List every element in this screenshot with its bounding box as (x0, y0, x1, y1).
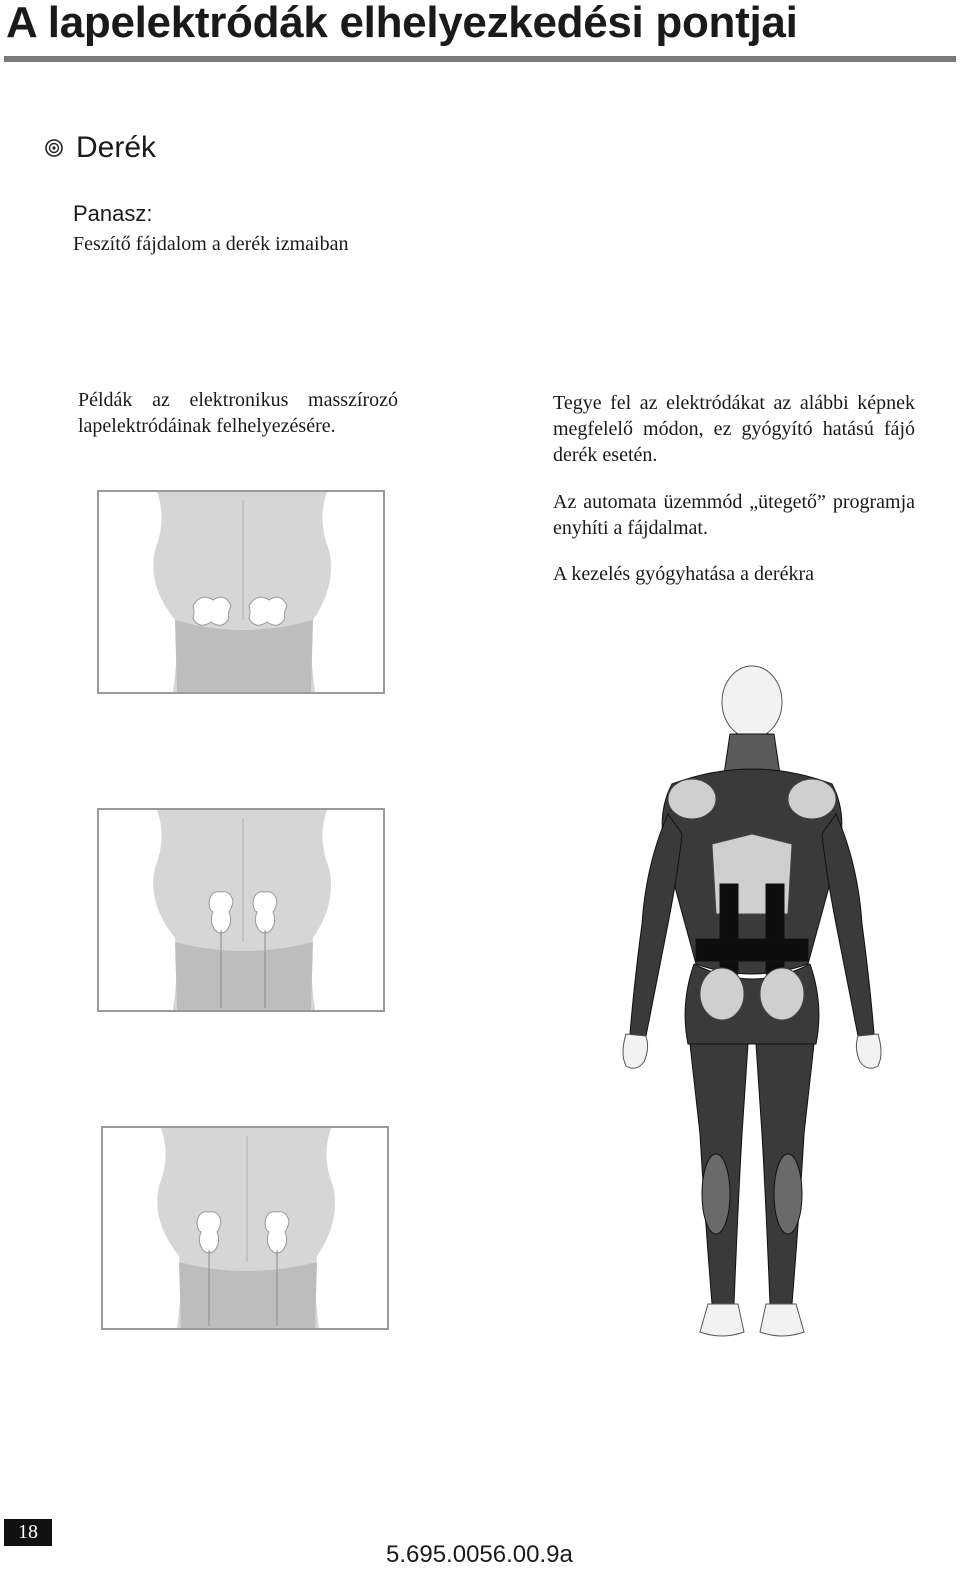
double-circle-icon (44, 138, 64, 158)
placement-examples-intro: Példák az elektronikus masszírozó lapelektródáinak felhelyezésére. (78, 389, 398, 437)
muscle-anatomy-figure (612, 664, 892, 1344)
electrode-placement-photo-3 (101, 1126, 389, 1330)
instruction-paragraph: Tegye fel az elektródákat az alábbi képnek megfelelő módon, ez gyógyító hatású fájó derék esetén. (553, 392, 915, 466)
complaint-label: Panasz: (73, 201, 153, 226)
section-title: Derék (76, 131, 157, 164)
effect-caption: A kezelés gyógyhatása a derékra (553, 563, 814, 585)
electrode-placement-photo-2 (97, 808, 385, 1012)
title-underline (4, 56, 956, 62)
electrode-placement-photo-1 (97, 490, 385, 694)
page-title: A lapelektródák elhelyezkedési pontjai (6, 0, 798, 47)
complaint-text: Feszítő fájdalom a derék izmaiban (73, 233, 349, 255)
program-paragraph: Az automata üzemmód „ütegető” programja enyhíti a fájdalmat. (553, 491, 915, 539)
page-number: 18 (4, 1519, 52, 1546)
document-code: 5.695.0056.00.9a (386, 1541, 573, 1568)
section-heading (44, 130, 156, 166)
